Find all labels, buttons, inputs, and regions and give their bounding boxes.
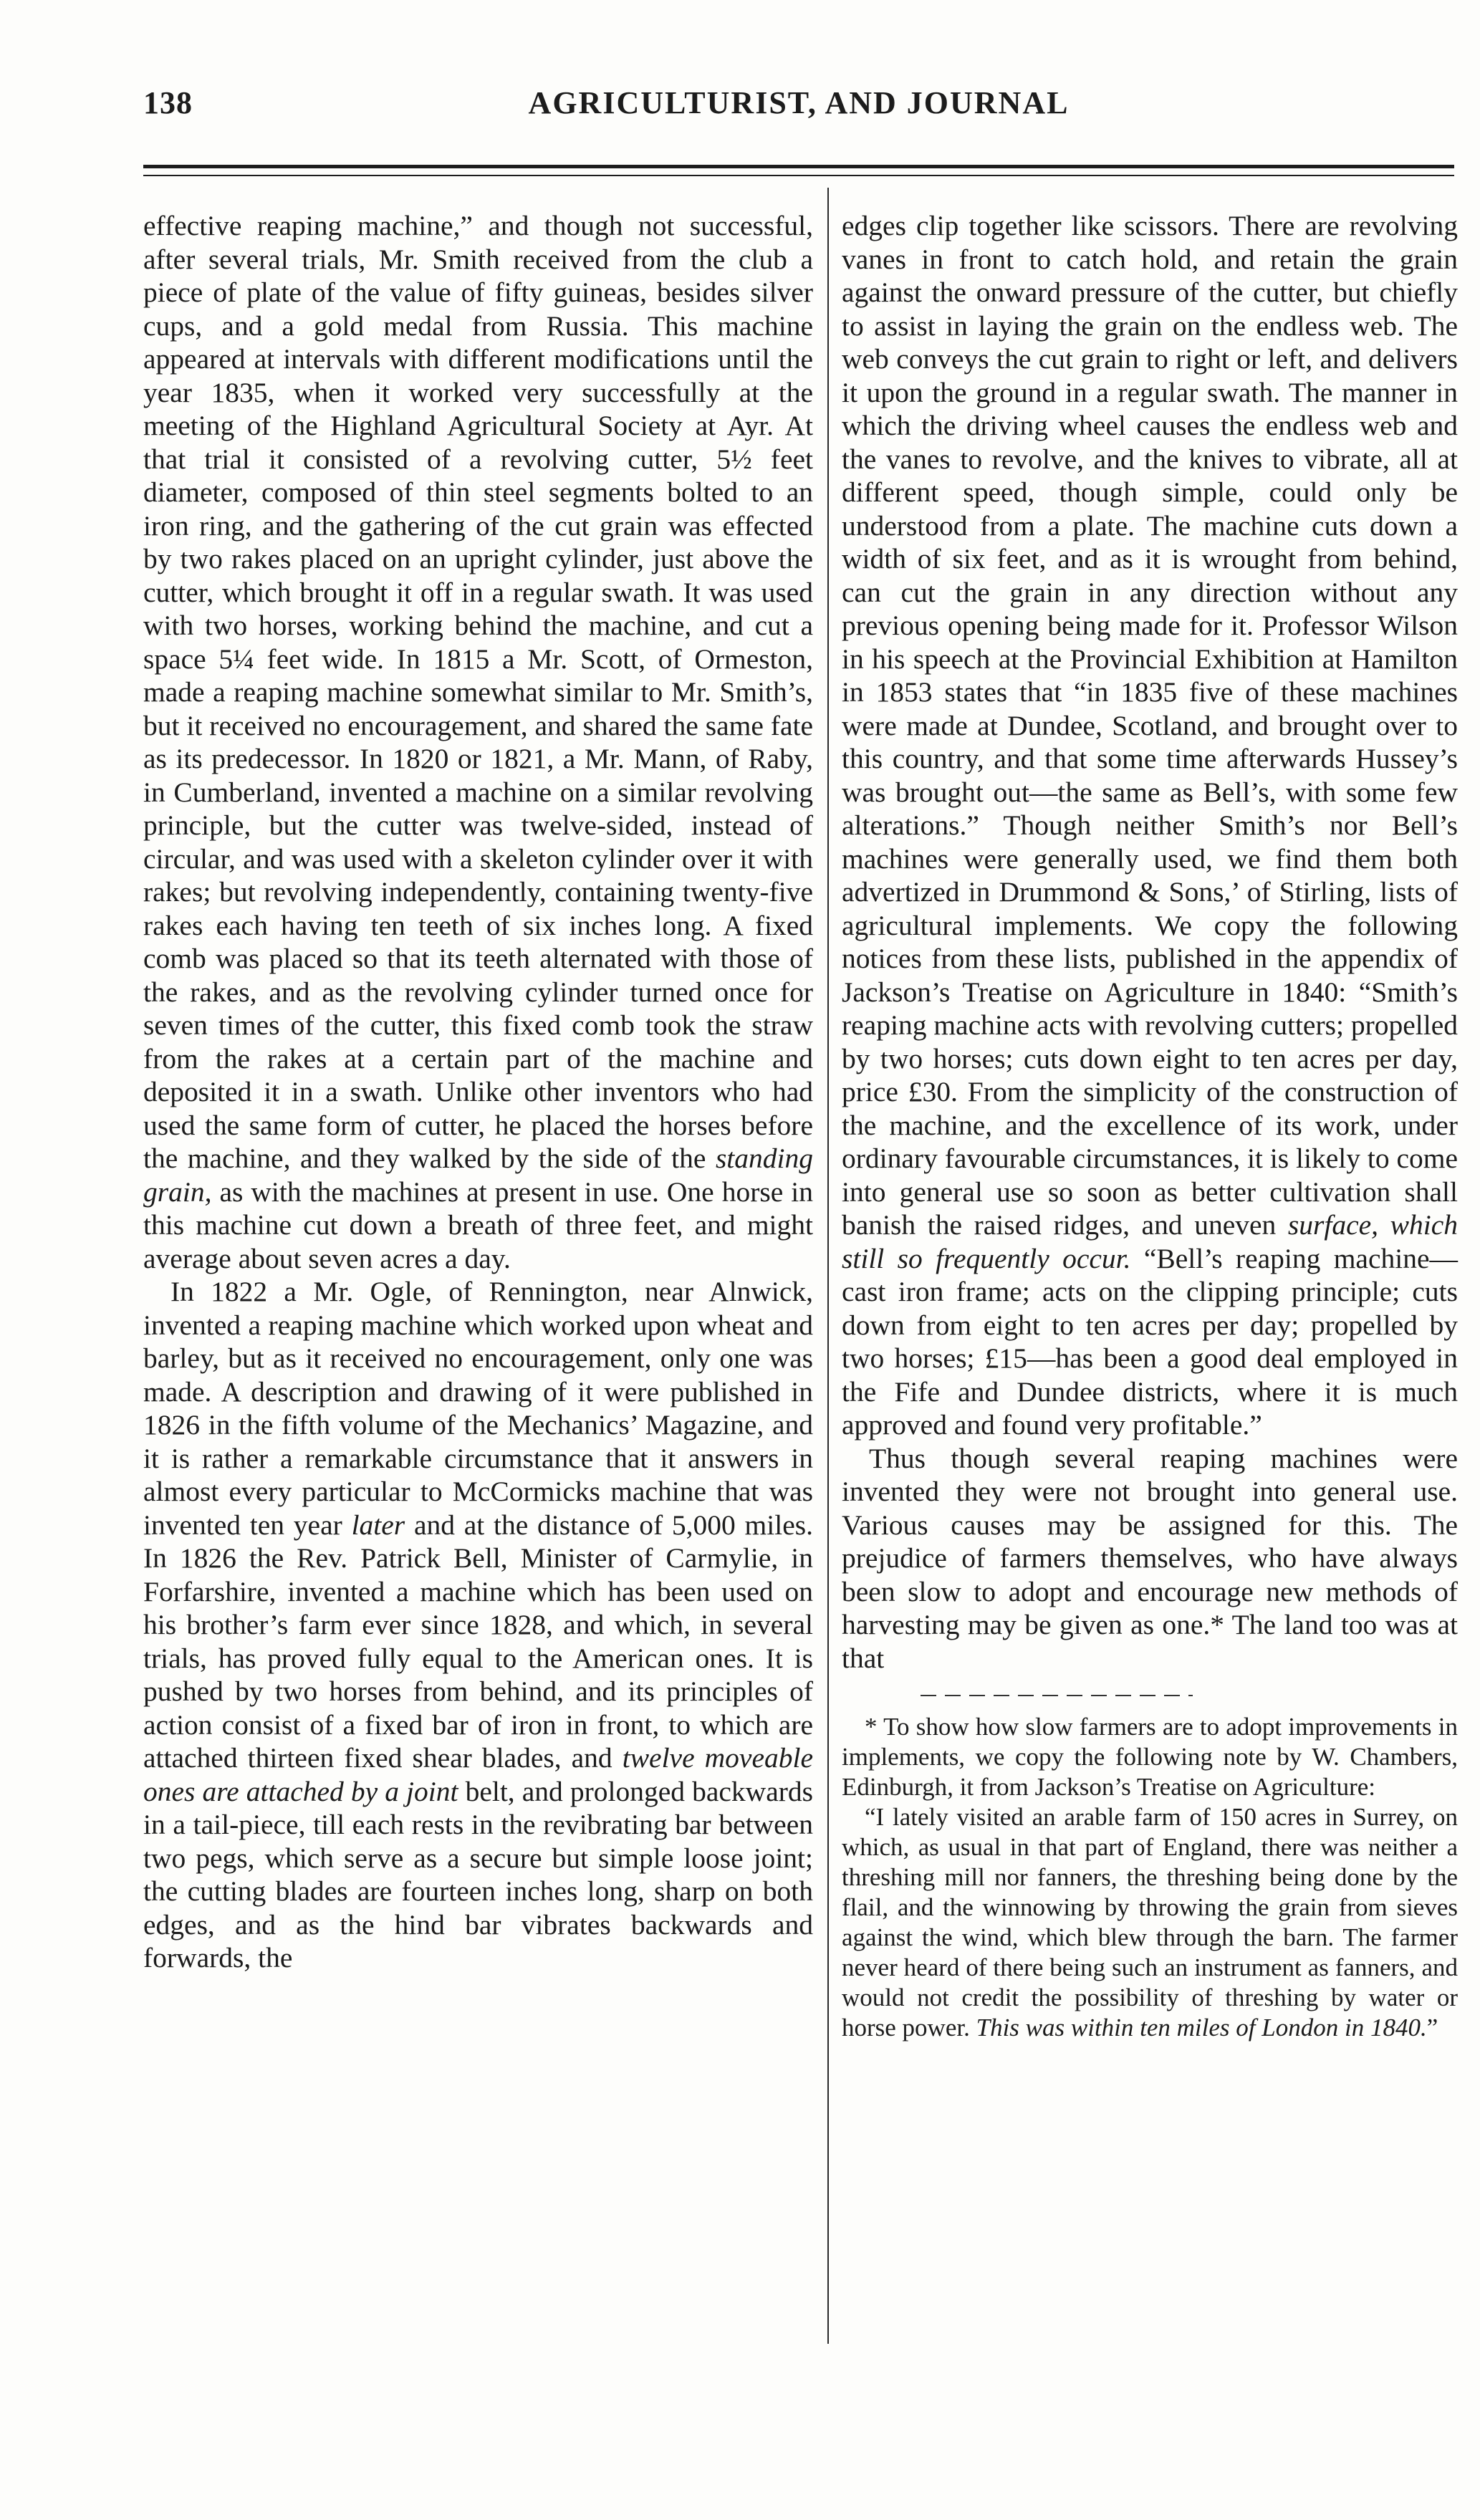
right-p1-text-a: edges clip together like scissors. There are revolving vanes in front to catch hold, and retain the grain against the onward pressure of the cutter, but chiefly to assist in laying the grain on the endless web. The web conveys the cut grain to right or left, and delivers it upon the ground in a regular swath. The manner in which the driving wheel causes the endless web and the vanes to revolve, and the knives to vibrate, all at different speed, though simple, could only be understood from a plate. The machine cuts down a width of six feet, and as it is wrought from behind, can cut the grain in any direction without any previous opening being made for it. Professor Wilson in his speech at the Provincial Exhibition at Hamilton in 1853 states that “in 1835 five of these machines were made at Dundee, Scotland, and brought over to this country, and that some time afterwards Hussey’s was brought out—the same as Bell’s, with some few alterations.” Though neither Smith’s nor Bell’s machines were generally used, we find them both advertized in Drummond & Sons,’ of Stirling, lists of agricultural implements. We copy the following notices from these lists, published in the appendix of Jackson’s Treatise on Agriculture in 1840: “Smith’s reaping machine acts with revolving cutters; propelled by two horses; cuts down eight to ten acres per day, price £30. From the simplicity of the construction of the machine, and the excellence of its work, under ordinary favourable circumstances, it is likely to come into general use so soon as better cultivation shall banish the raised ridges, and uneven [842,210,1458,1241]
footnote-paragraph-1: * To show how slow farmers are to adopt improvements in implements, we copy the following note by W. Chambers, Edinburgh, it from Jackson’s Treatise on Agriculture: [842,1713,1458,1801]
footnote-p2-close: ” [1426,2014,1438,2042]
right-paragraph-1 [842,209,1458,1442]
footnote-p2-italic: This was within ten miles of London in 1840. [976,2014,1427,2042]
page-number: 138 [143,85,193,120]
left-p2-text-b: and at the distance of 5,000 miles. In 1826 the Rev. Patrick Bell, Minister of Carmylie, in Forfarshire, invented a machine which has been used on his brother’s farm ever since 1828, and which, in several trials, has proved fully equal to the American ones. It is pushed by two horses from behind, and its principles of action consist of a fixed bar of iron in front, to which are attached thirteen fixed shear blades, and [143,1509,814,1774]
right-p1-italic: surface, which still so frequently occur. [842,1209,1459,1274]
running-head: AGRICULTURIST, AND JOURNAL [528,85,1070,120]
page-header [143,85,1454,135]
right-p1-text-b: “Bell’s reaping machine—cast iron frame; acts on the clipping principle; cuts down from eight to ten acres per day; propelled by two horses; £15—has been a good deal employed in the Fife and Dundee districts, where it is much approved and found very profitable.” [842,1242,1458,1441]
footnote-separator [921,1695,1193,1696]
left-p1-italic: standing grain, [143,1143,814,1208]
right-paragraph-2: Thus though several reaping machines were invented they were not brought into general use. Various causes may be assigned for this. The prejudice of farmers themselves, who have always been slow to adopt and encourage new methods of harvesting may be given as one.* The land too was at that [842,1442,1458,1674]
left-p2-text-c: belt, and prolonged backwards in a tail-piece, till each rests in the revibrating bar between two pegs, which serve as a secure but simple loose joint; the cutting blades are fourteen inches long, sharp on both edges, and as the hind bar vibrates backwards and forwards, the [143,1775,814,1973]
left-p2-text-a: In 1822 a Mr. Ogle, of Rennington, near Alnwick, invented a reaping machine which worked upon wheat and barley, but as it received no encouragement, only one was made. A description and drawing of it were published in 1826 in the fifth volume of the Mechanics’ Magazine, and it is rather a remarkable circumstance that it answers in almost every particular to McCormicks machine that was invented ten year [143,1276,813,1541]
left-column [143,209,813,1975]
footnote [842,1712,1458,2043]
column-divider [827,188,829,2344]
footnote-p2-text: “I lately visited an arable farm of 150 acres in Surrey, on which, as usual in that part of England, there was neither a threshing mill nor fanners, the threshing being done by the flail, and the winnowing by throwing the grain from sieves against the wind, which blew through the barn. The farmer never heard of there being such an instrument as fanners, and would not credit the possibility of threshing by water or horse power. [842,1803,1458,2042]
footnote-paragraph-2 [842,1802,1458,2043]
right-column [842,209,1458,2043]
header-rule-thick [143,165,1454,168]
left-p2-italic-2: twelve moveable ones are attached by a joint [143,1742,813,1807]
left-paragraph-1 [143,209,813,1275]
left-paragraph-2 [143,1275,813,1975]
left-p2-italic: later [351,1509,405,1541]
header-rule-thin [143,175,1454,176]
left-p1-tail: as with the machines at present in use. One horse in this machine cut down a breath of three feet, and might average about seven acres a day. [143,1175,814,1274]
left-p1-text: effective reaping machine,” and though not successful, after several trials, Mr. Smith received from the club a piece of plate of the value of fifty guineas, besides silver cups, and a gold medal from Russia. This machine appeared at intervals with different modifications until the year 1835, when it worked very successfully at the meeting of the Highland Agricultural Society at Ayr. At that trial it consisted of a revolving cutter, 5½ feet diameter, composed of thin steel segments bolted to an iron ring, and the gathering of the cut grain was effected by two rakes placed on an upright cylinder, just above the cutter, which brought it off in a regular swath. It was used with two horses, working behind the machine, and cut a space 5¼ feet wide. In 1815 a Mr. Scott, of Ormeston, made a reaping machine somewhat similar to Mr. Smith’s, but it received no encouragement, and shared the same fate as its predecessor. In 1820 or 1821, a Mr. Mann, of Raby, in Cumberland, invented a machine on a similar revolving principle, but the cutter was twelve-sided, instead of circular, and was used with a skeleton cylinder over it with rakes; but revolving independently, containing twenty-five rakes each having ten teeth of six inches long. A fixed comb was placed so that its teeth alternated with those of the rakes, and as the revolving cylinder turned once for seven times of the cutter, this fixed comb took the straw from the rakes at a certain part of the machine and deposited it in a swath. Unlike other inventors who had used the same form of cutter, he placed the horses before the machine, and they walked by the side of the [143,210,813,1174]
